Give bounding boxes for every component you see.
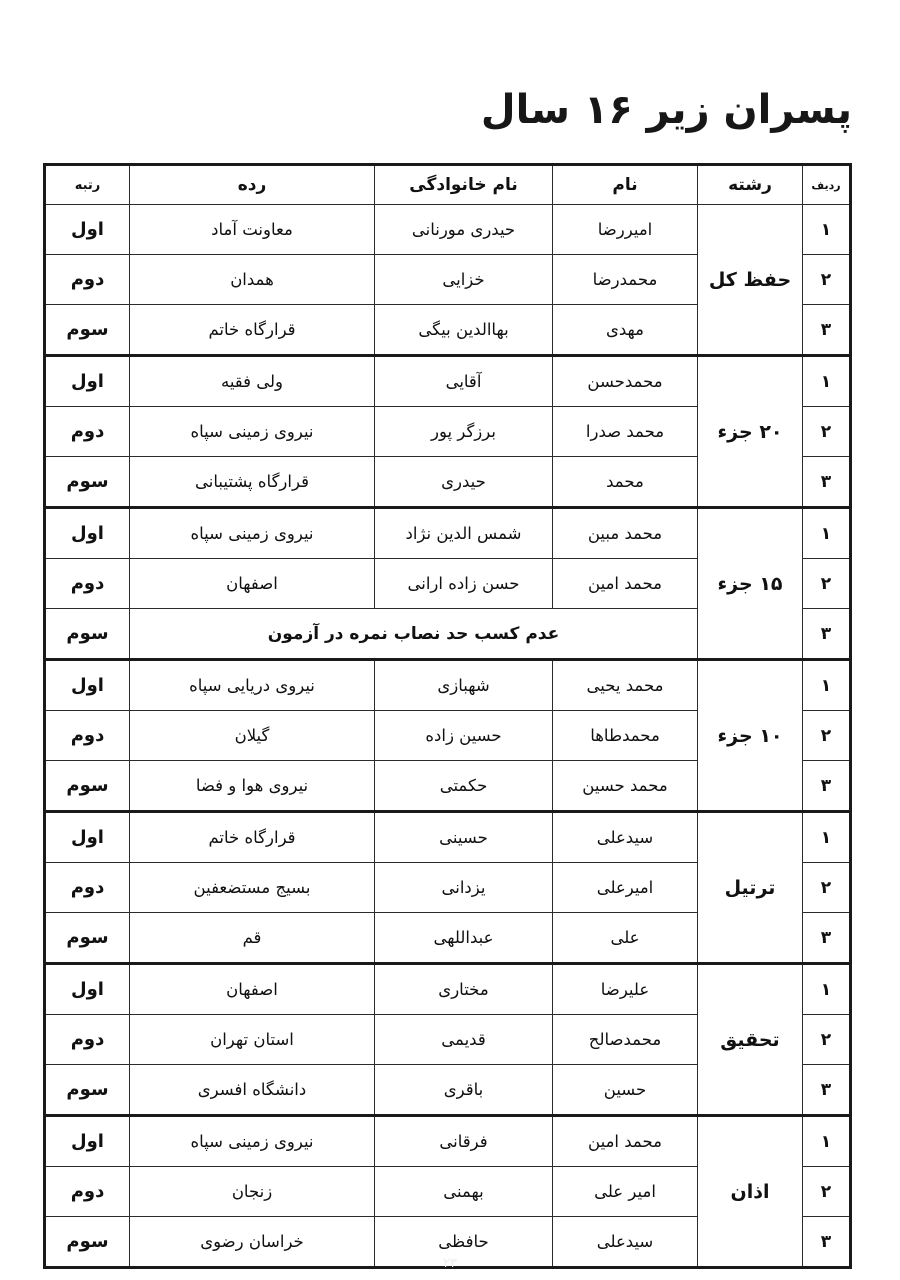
cell-rade: قرارگاه خاتم xyxy=(130,305,375,356)
cell-name: علیرضا xyxy=(553,964,698,1015)
cell-family: باقری xyxy=(375,1065,553,1116)
cell-rank: اول xyxy=(45,508,130,559)
cell-rade: نیروی زمینی سپاه xyxy=(130,508,375,559)
cell-radif: ۱ xyxy=(803,508,851,559)
cell-discipline: ترتیل xyxy=(698,812,803,964)
cell-rade: نیروی هوا و فضا xyxy=(130,761,375,812)
cell-note: عدم کسب حد نصاب نمره در آزمون xyxy=(130,609,698,660)
cell-family: حسین زاده xyxy=(375,711,553,761)
cell-rank: دوم xyxy=(45,407,130,457)
cell-rade: زنجان xyxy=(130,1167,375,1217)
cell-radif: ۲ xyxy=(803,255,851,305)
cell-family: حکمتی xyxy=(375,761,553,812)
page-title-container xyxy=(0,58,900,162)
cell-discipline: ۱۵ جزء xyxy=(698,508,803,660)
cell-rade: قم xyxy=(130,913,375,964)
table-row xyxy=(45,356,851,407)
cell-radif: ۳ xyxy=(803,913,851,964)
cell-rade: استان تهران xyxy=(130,1015,375,1065)
cell-radif: ۱ xyxy=(803,205,851,255)
cell-radif: ۲ xyxy=(803,711,851,761)
cell-rank: دوم xyxy=(45,1015,130,1065)
cell-name: علی xyxy=(553,913,698,964)
cell-radif: ۲ xyxy=(803,863,851,913)
cell-rade: نیروی زمینی سپاه xyxy=(130,407,375,457)
cell-radif: ۱ xyxy=(803,812,851,863)
page-footer-mark: ۲۳ xyxy=(443,1256,457,1271)
cell-name: مهدی xyxy=(553,305,698,356)
cell-discipline: حفظ کل xyxy=(698,205,803,356)
cell-rank: اول xyxy=(45,812,130,863)
page-title: پسران زیر ۱۶ سال xyxy=(480,86,852,133)
cell-name: محمد صدرا xyxy=(553,407,698,457)
column-header-reshte: رشته xyxy=(698,165,803,205)
cell-rank: اول xyxy=(45,964,130,1015)
cell-name: محمدصالح xyxy=(553,1015,698,1065)
cell-discipline: تحقیق xyxy=(698,964,803,1116)
cell-rade: قرارگاه پشتیبانی xyxy=(130,457,375,508)
cell-family: عبداللهی xyxy=(375,913,553,964)
cell-family: حسن زاده ارانی xyxy=(375,559,553,609)
cell-radif: ۳ xyxy=(803,761,851,812)
cell-rade: نیروی دریایی سپاه xyxy=(130,660,375,711)
cell-rank: دوم xyxy=(45,1167,130,1217)
cell-rank: دوم xyxy=(45,255,130,305)
cell-radif: ۳ xyxy=(803,609,851,660)
cell-name: محمدطاها xyxy=(553,711,698,761)
cell-name: سیدعلی xyxy=(553,1217,698,1268)
cell-rank: دوم xyxy=(45,863,130,913)
cell-rank: سوم xyxy=(45,305,130,356)
cell-rade: قرارگاه خاتم xyxy=(130,812,375,863)
cell-radif: ۲ xyxy=(803,407,851,457)
column-header-name: نام xyxy=(553,165,698,205)
results-table xyxy=(43,163,852,1269)
cell-name: محمد امین xyxy=(553,1116,698,1167)
cell-family: بهمنی xyxy=(375,1167,553,1217)
cell-name: امیررضا xyxy=(553,205,698,255)
table-row xyxy=(45,964,851,1015)
cell-rade: نیروی زمینی سپاه xyxy=(130,1116,375,1167)
cell-rank: اول xyxy=(45,205,130,255)
cell-rank: دوم xyxy=(45,559,130,609)
cell-family: مختاری xyxy=(375,964,553,1015)
cell-radif: ۲ xyxy=(803,559,851,609)
cell-name: محمد مبین xyxy=(553,508,698,559)
cell-radif: ۱ xyxy=(803,356,851,407)
cell-rank: اول xyxy=(45,356,130,407)
column-header-rade: رده xyxy=(130,165,375,205)
cell-radif: ۱ xyxy=(803,1116,851,1167)
cell-rade: بسیج مستضعفین xyxy=(130,863,375,913)
cell-rank: دوم xyxy=(45,711,130,761)
table-header-row xyxy=(45,165,851,205)
cell-radif: ۳ xyxy=(803,457,851,508)
cell-family: برزگر پور xyxy=(375,407,553,457)
cell-name: حسین xyxy=(553,1065,698,1116)
cell-radif: ۳ xyxy=(803,1065,851,1116)
cell-rade: ولی فقیه xyxy=(130,356,375,407)
cell-name: محمدحسن xyxy=(553,356,698,407)
column-header-family: نام خانوادگی xyxy=(375,165,553,205)
cell-family: شمس الدین نژاد xyxy=(375,508,553,559)
cell-rade: خراسان رضوی xyxy=(130,1217,375,1268)
table-row xyxy=(45,205,851,255)
cell-family: فرقانی xyxy=(375,1116,553,1167)
cell-rank: سوم xyxy=(45,1065,130,1116)
cell-radif: ۲ xyxy=(803,1167,851,1217)
cell-rade: اصفهان xyxy=(130,559,375,609)
table-row xyxy=(45,660,851,711)
cell-rank: اول xyxy=(45,1116,130,1167)
cell-radif: ۱ xyxy=(803,964,851,1015)
results-table-container xyxy=(46,163,852,1269)
cell-radif: ۳ xyxy=(803,305,851,356)
cell-name: محمد xyxy=(553,457,698,508)
cell-family: آقایی xyxy=(375,356,553,407)
table-row xyxy=(45,1116,851,1167)
cell-discipline: ۲۰ جزء xyxy=(698,356,803,508)
cell-family: بهاالدین بیگی xyxy=(375,305,553,356)
cell-radif: ۲ xyxy=(803,1015,851,1065)
cell-family: حیدری xyxy=(375,457,553,508)
cell-name: محمد حسین xyxy=(553,761,698,812)
cell-rade: همدان xyxy=(130,255,375,305)
cell-family: حیدری مورنانی xyxy=(375,205,553,255)
cell-family: حافظی xyxy=(375,1217,553,1268)
cell-name: محمدرضا xyxy=(553,255,698,305)
cell-rade: دانشگاه افسری xyxy=(130,1065,375,1116)
table-body xyxy=(45,205,851,1268)
cell-discipline: اذان xyxy=(698,1116,803,1268)
cell-family: یزدانی xyxy=(375,863,553,913)
column-header-radif: ردیف xyxy=(803,165,851,205)
cell-name: محمد امین xyxy=(553,559,698,609)
column-header-rotbe: رتبه xyxy=(45,165,130,205)
cell-rank: سوم xyxy=(45,761,130,812)
cell-name: امیر علی xyxy=(553,1167,698,1217)
cell-name: امیرعلی xyxy=(553,863,698,913)
cell-rank: اول xyxy=(45,660,130,711)
cell-radif: ۳ xyxy=(803,1217,851,1268)
cell-family: شهبازی xyxy=(375,660,553,711)
cell-rank: سوم xyxy=(45,457,130,508)
table-row xyxy=(45,508,851,559)
cell-rank: سوم xyxy=(45,609,130,660)
table-head xyxy=(45,165,851,205)
cell-rade: گیلان xyxy=(130,711,375,761)
cell-family: قدیمی xyxy=(375,1015,553,1065)
cell-family: خزایی xyxy=(375,255,553,305)
cell-name: سیدعلی xyxy=(553,812,698,863)
cell-rank: سوم xyxy=(45,913,130,964)
cell-discipline: ۱۰ جزء xyxy=(698,660,803,812)
cell-rade: معاونت آماد xyxy=(130,205,375,255)
cell-rade: اصفهان xyxy=(130,964,375,1015)
cell-radif: ۱ xyxy=(803,660,851,711)
cell-rank: سوم xyxy=(45,1217,130,1268)
cell-family: حسینی xyxy=(375,812,553,863)
cell-name: محمد یحیی xyxy=(553,660,698,711)
table-row xyxy=(45,812,851,863)
